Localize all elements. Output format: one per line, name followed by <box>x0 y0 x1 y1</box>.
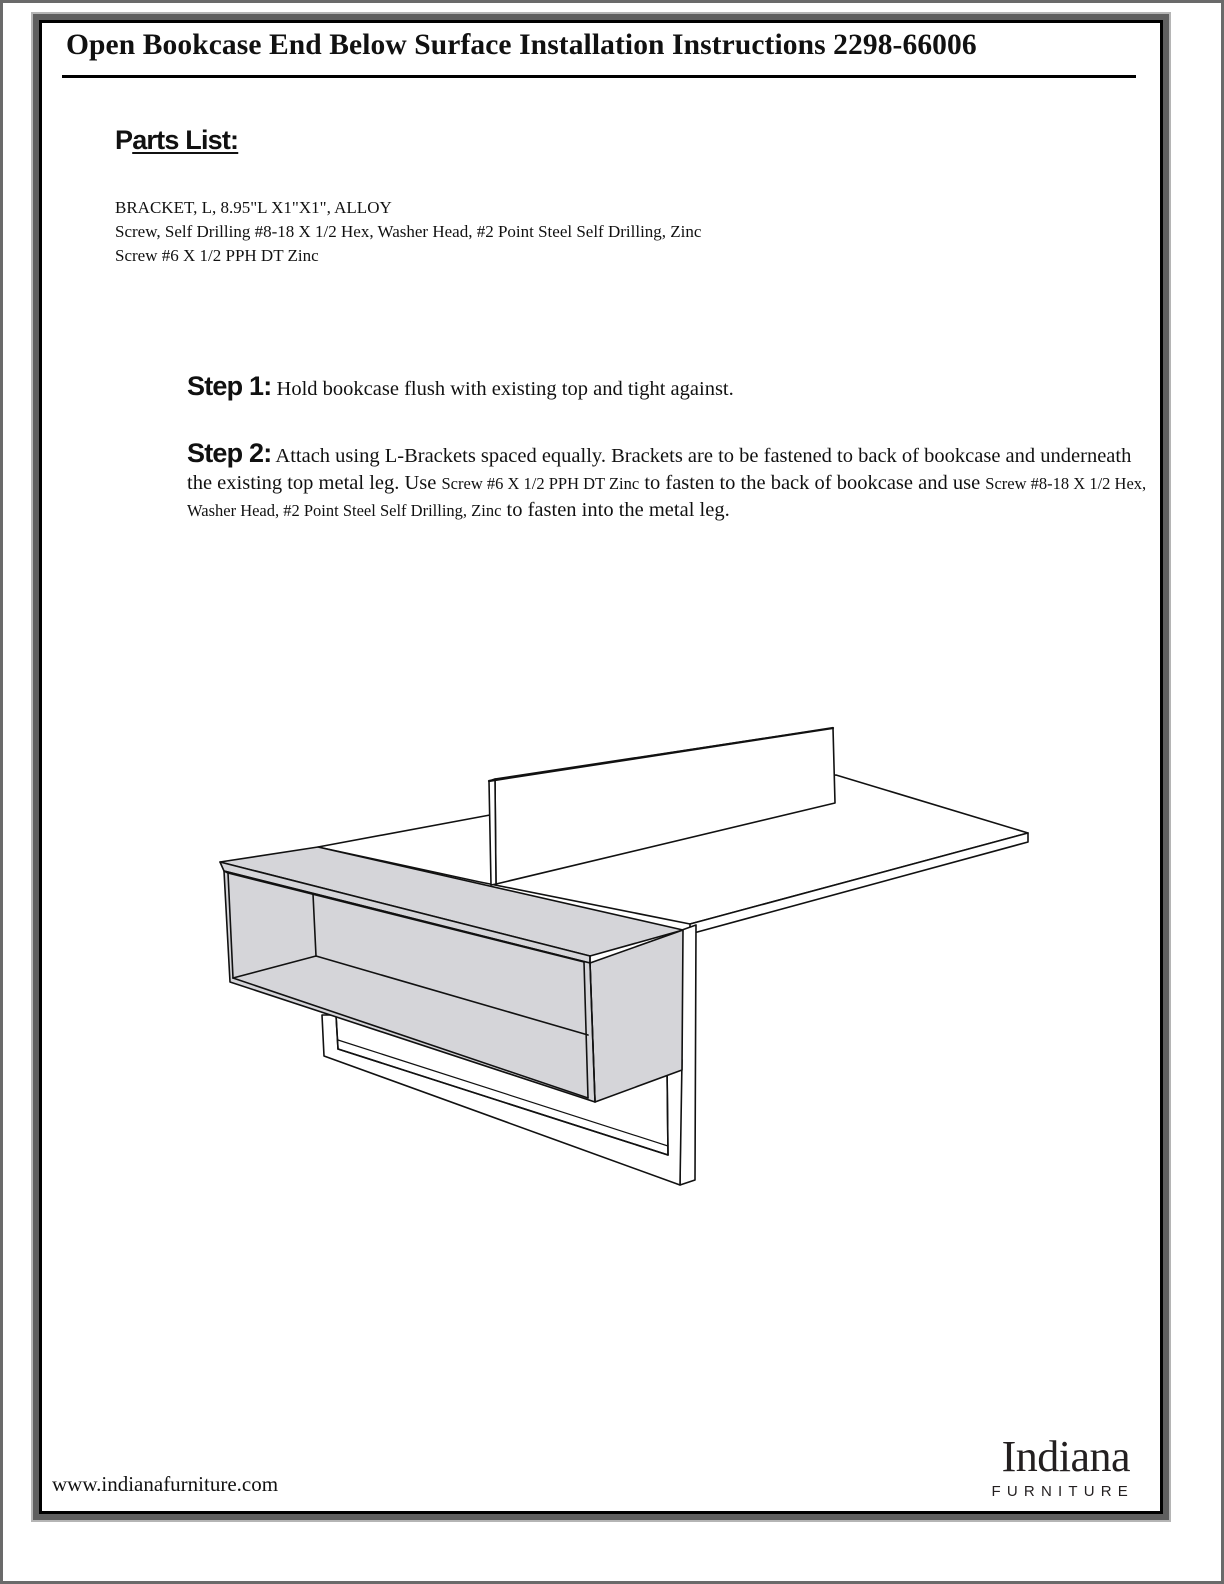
step-2-label: Step 2: <box>187 438 272 468</box>
document-title: Open Bookcase End Below Surface Installation Instructions 2298-66006 <box>66 29 977 61</box>
parts-list <box>115 196 701 268</box>
indiana-furniture-logo <box>940 1432 1134 1502</box>
step-2 <box>187 440 1147 525</box>
step-1-label: Step 1: <box>187 371 272 401</box>
parts-list-item: Screw, Self Drilling #8-18 X 1/2 Hex, Washer Head, #2 Point Steel Self Drilling, Zinc <box>115 222 702 241</box>
parts-heading-initial: P <box>115 125 133 155</box>
logo-subtext: FURNITURE <box>991 1483 1134 1500</box>
step-1-text: Hold bookcase flush with existing top and tight against. <box>271 378 734 400</box>
parts-list-item: BRACKET, L, 8.95"L X1"X1", ALLOY <box>115 198 392 217</box>
logo-wordmark: Indiana <box>1001 1432 1130 1481</box>
step-2-text-a: Attach using L-Brackets spaced equally. Brackets are to be fastened to back of bookcase and underneath the existing top metal leg. Use <box>187 445 1132 494</box>
step-1 <box>187 373 1147 403</box>
privacy-panel-edge <box>489 779 496 885</box>
step-2-text-c: to fasten into the metal leg. <box>501 499 730 521</box>
website-url[interactable]: www.indianafurniture.com <box>52 1472 279 1496</box>
parts-heading-rest: arts List: <box>132 125 239 155</box>
title-divider <box>62 75 1136 78</box>
installation-illustration <box>200 700 1060 1200</box>
parts-list-heading <box>115 122 238 158</box>
step-2-screw-ref-b: Screw #8-18 X 1/2 Hex, Washer Head, #2 Point Steel Self Drilling, Zinc <box>187 473 1147 520</box>
step-2-screw-ref-a: Screw #6 X 1/2 PPH DT Zinc <box>441 473 640 493</box>
step-2-text-b: to fasten to the back of bookcase and use <box>639 471 986 494</box>
parts-list-item: Screw #6 X 1/2 PPH DT Zinc <box>115 246 319 265</box>
